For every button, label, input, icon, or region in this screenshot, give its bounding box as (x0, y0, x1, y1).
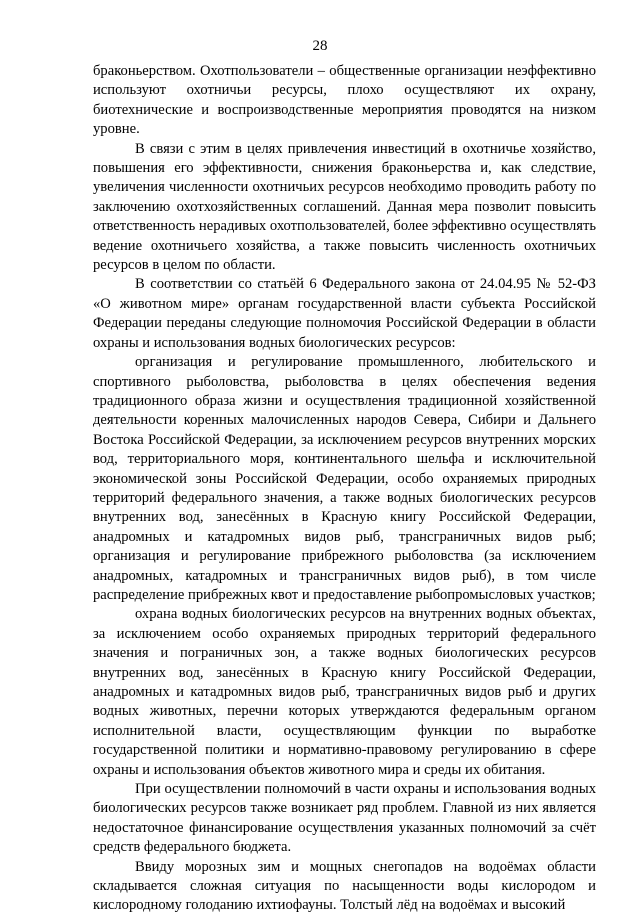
page-number: 28 (312, 38, 328, 54)
paragraph-problems: При осуществлении полномочий в части охраны и использования водных биологических ресурсов также возникает ряд проблем. Главной из них является недостаточное финансирование осуществления указанных полномочий за счёт средств федерального бюджета. (93, 781, 596, 856)
page-body (93, 62, 596, 916)
paragraph-continuation: браконьерством. Охотпользователи – общественные организации неэффективно используют охотничьи ресурсы, плохо осуществляют их охрану, биотехнические и воспроизводственные мероприятия проводятся на низком уровне. (93, 63, 596, 138)
paragraph-fishing-regulation: организация и регулирование промышленного, любительского и спортивного рыболовства, рыболовства в целях обеспечения ведения традиционного образа жизни и осуществления традиционной хозяйственной деятельности коренных малочисленных народов Севера, Сибири и Дальнего Востока Российской Федерации, за исключением ресурсов внутренних морских вод, территориального моря, континентального шельфа и исключительной экономической зоны Российской Федерации, особо охраняемых природных территорий федерального значения, а также водных биологических ресурсов внутренних вод, занесённых в Красную книгу Российской Федерации, анадромных и катадромных видов рыб, трансграничных видов рыб; организация и регулирование прибрежного рыболовства (за исключением анадромных, катадромных и трансграничных видов рыб), в том числе распределение прибрежных квот и предоставление рыбопромысловых участков; (93, 354, 596, 603)
paragraph-law-reference: В соответствии со статьёй 6 Федерального закона от 24.04.95 № 52-ФЗ «О животном мире» органам государственной власти субъекта Российской Федерации переданы следующие полномочия Российской Федерации в области охраны и использования водных биологических ресурсов: (93, 276, 596, 351)
paragraph-aquatic-protection: охрана водных биологических ресурсов на внутренних водных объектах, за исключением особо охраняемых природных территорий федерального значения и пограничных зон, а также водных биологических ресурсов внутренних вод, занесённых в Красную книгу Российской Федерации, анадромных и катадромных видов рыб, трансграничных видов рыб и других водных животных, перечни которых утверждаются федеральным органом исполнительной власти, осуществляющим функции по выработке государственной политики и нормативно-правовому регулированию в сфере охраны и использования объектов животного мира и среды их обитания. (93, 606, 596, 778)
paragraph-winter-conditions: Ввиду морозных зим и мощных снегопадов на водоёмах области складывается сложная ситуация по насыщенности воды кислородом и кислородному голоданию ихтиофауны. Толстый лёд на водоёмах и высокий (93, 858, 596, 914)
paragraph-investment: В связи с этим в целях привлечения инвестиций в охотничье хозяйство, повышения его эффективности, снижения браконьерства и, как следствие, увеличения численности охотничьих ресурсов необходимо проводить работу по заключению охотхозяйственных соглашений. Данная мера позволит повысить ответственность нерадивых охотпользователей, более эффективно осуществлять ведение охотничьего хозяйства, а также повысить численность охотничьих ресурсов в целом по области. (93, 140, 596, 274)
